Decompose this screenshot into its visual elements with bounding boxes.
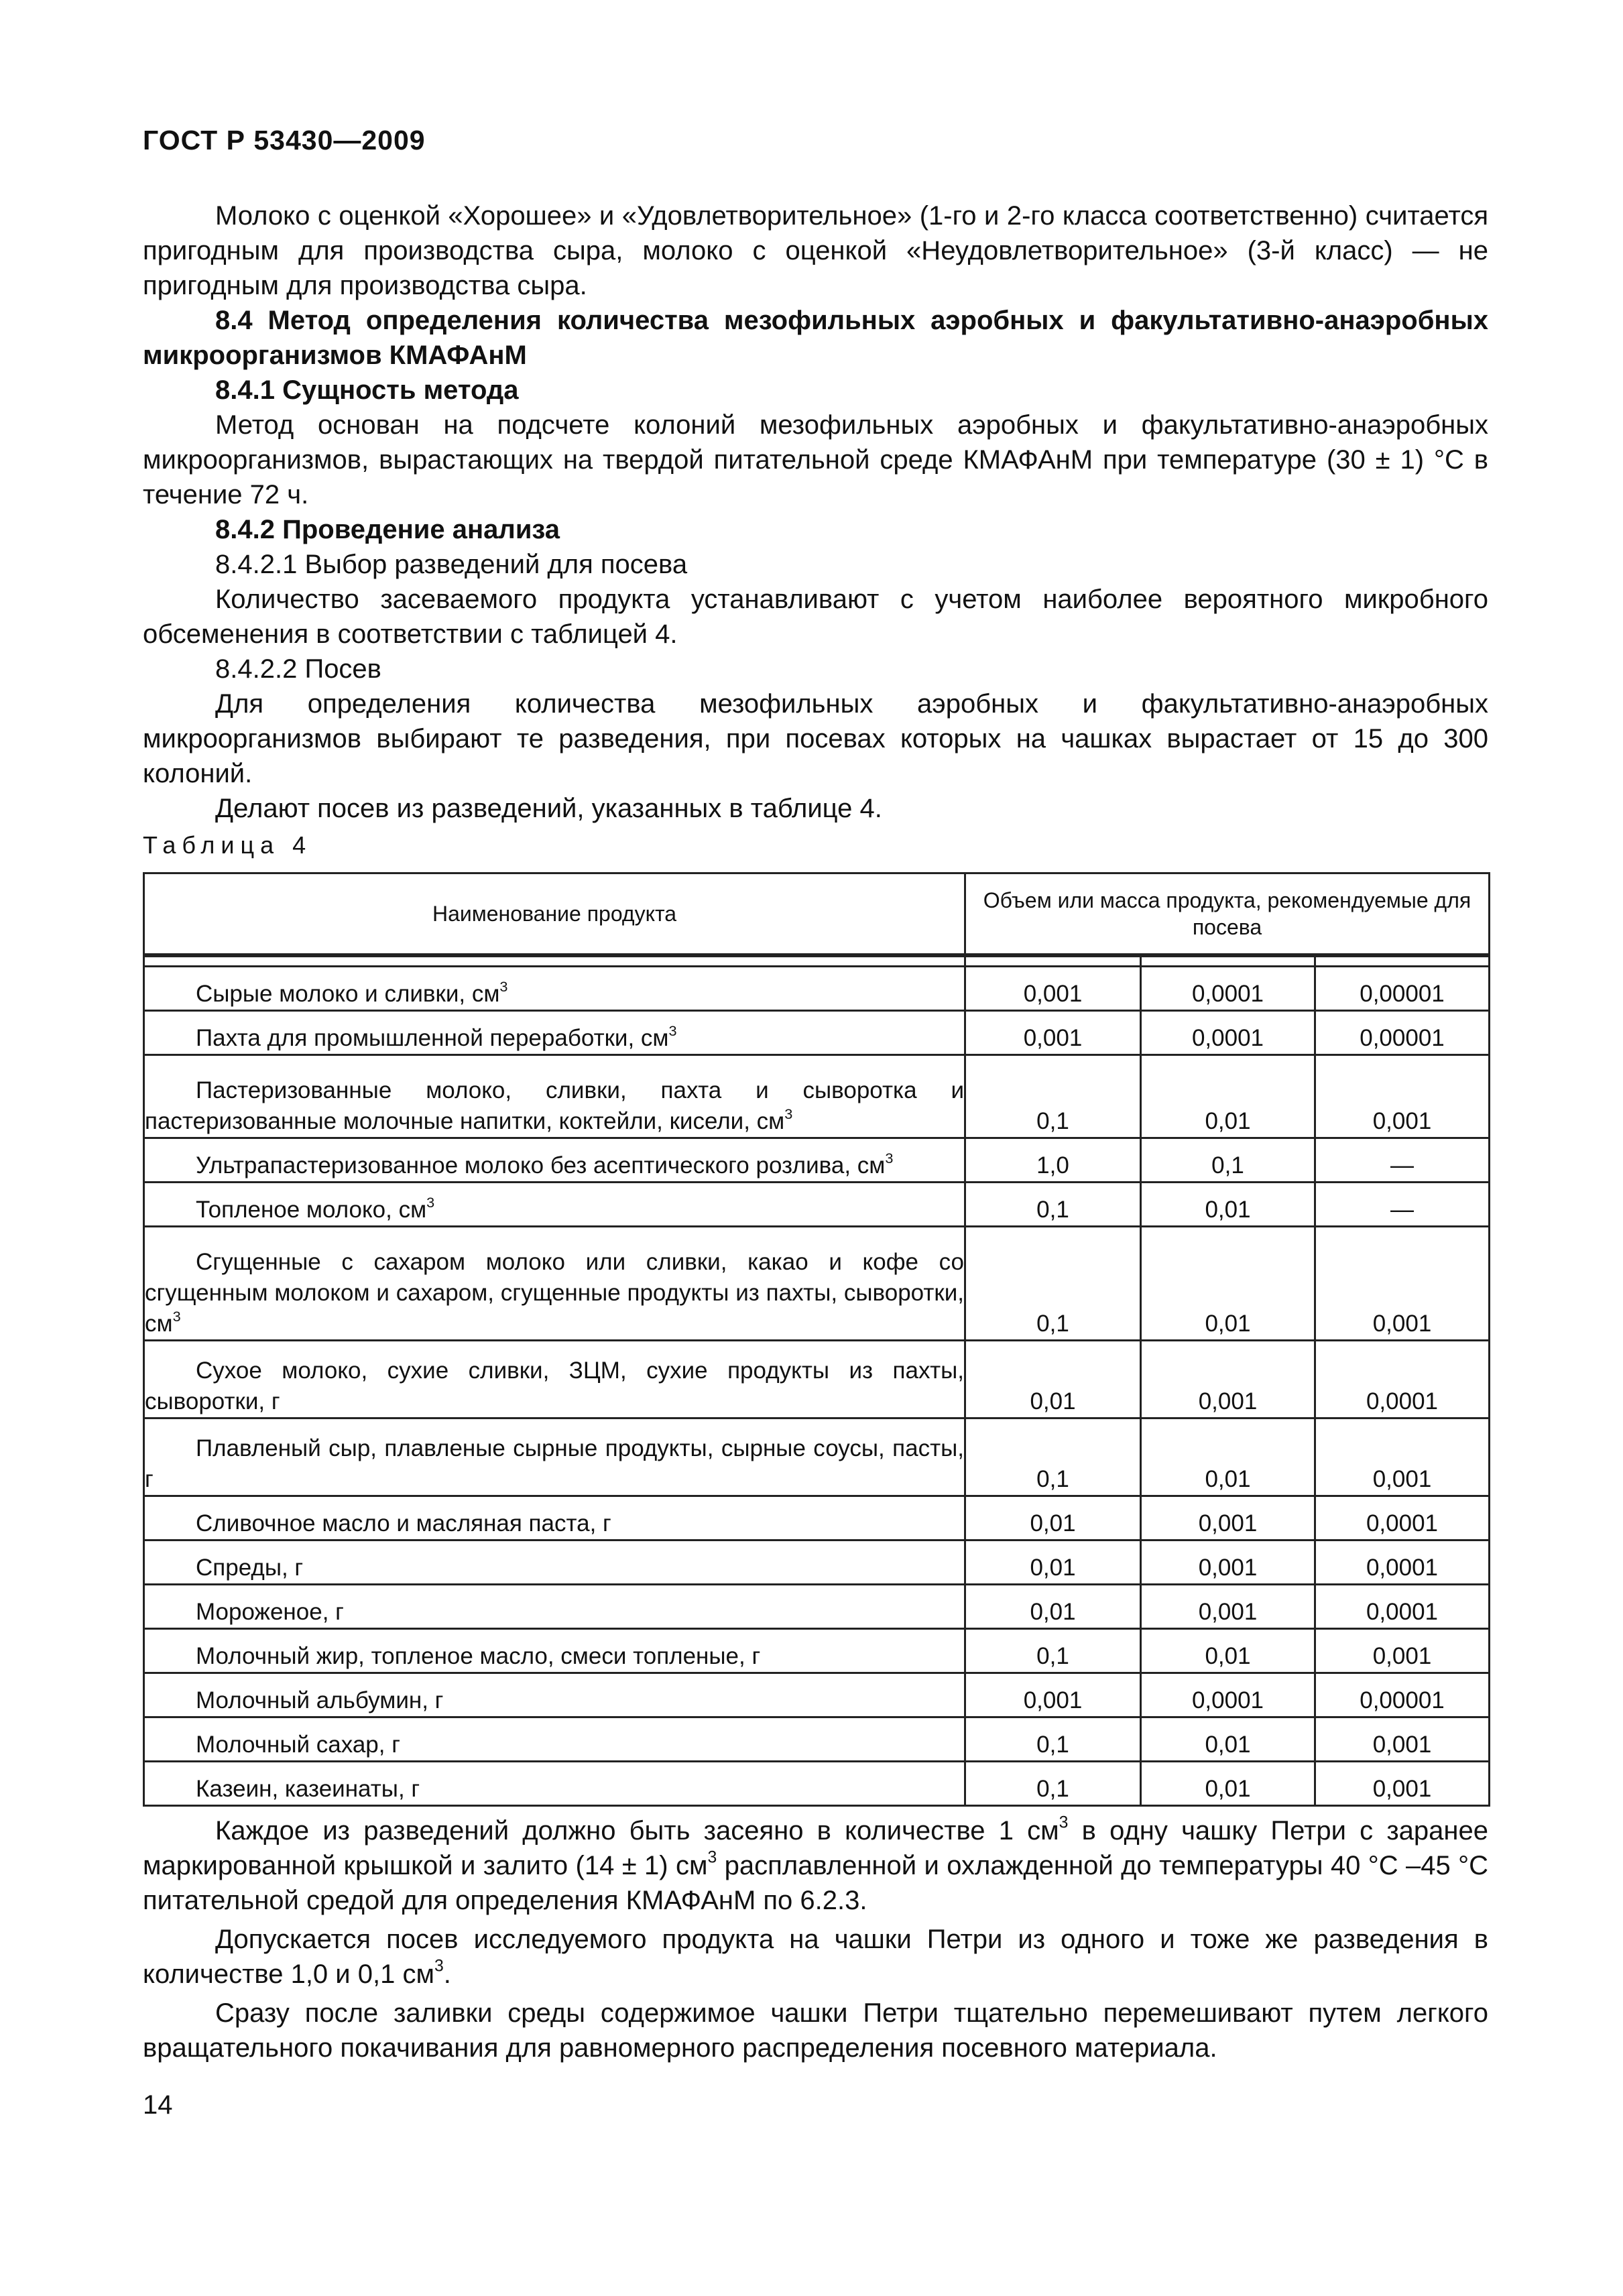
value-cell-v2: 0,01 [1141, 1717, 1315, 1762]
product-name-cell: Пахта для промышленной переработки, $см^3$ [144, 1011, 965, 1055]
table-row [144, 1540, 1490, 1585]
header-product-name: Наименование продукта [144, 873, 965, 956]
value-cell-v3: 0,00001 [1315, 967, 1490, 1011]
value-cell-v1: 0,001 [965, 1011, 1141, 1055]
document-header: ГОСТ Р 53430—2009 [143, 125, 426, 156]
table-row [144, 1011, 1490, 1055]
product-name-cell: Сухое молоко, сухие сливки, ЗЦМ, сухие продукты из пахты, сыворотки, г [144, 1341, 965, 1418]
product-name-cell: Топленое молоко, $см^3$ [144, 1183, 965, 1227]
value-cell-v1: 0,01 [965, 1540, 1141, 1585]
value-cell-v3: 0,00001 [1315, 1673, 1490, 1717]
value-cell-v2: 0,0001 [1141, 967, 1315, 1011]
value-cell-v3: 0,001 [1315, 1227, 1490, 1341]
value-cell-v3: — [1315, 1138, 1490, 1183]
section-heading-8-4-1: 8.4.1 Сущность метода [215, 375, 519, 405]
value-cell-v2: 0,01 [1141, 1055, 1315, 1138]
product-name-cell: Казеин, казеинаты, г [144, 1762, 965, 1806]
value-cell-v3: — [1315, 1183, 1490, 1227]
value-cell-v1: 0,01 [965, 1341, 1141, 1418]
value-cell-v3: 0,001 [1315, 1717, 1490, 1762]
table-caption: Таблица 4 [143, 831, 312, 859]
value-cell-v2: 0,001 [1141, 1341, 1315, 1418]
value-cell-v3: 0,0001 [1315, 1496, 1490, 1540]
table-row [144, 1227, 1490, 1341]
value-cell-v2: 0,01 [1141, 1183, 1315, 1227]
value-cell-v3: 0,001 [1315, 1418, 1490, 1496]
paragraph-method-essence: Метод основан на подсчете колоний мезофильных аэробных и факультативно-анаэробных микроорганизмов, вырастающих на твердой питательной среде КМАФАнМ при температуре (30 ± 1) °С в течение 72 ч. [143, 410, 1488, 509]
value-cell-v3: 0,001 [1315, 1762, 1490, 1806]
product-name-cell: Молочный жир, топленое масло, смеси топленые, г [144, 1629, 965, 1673]
paragraph-mixing: Сразу после заливки среды содержимое чашки Петри тщательно перемешивают путем легкого вращательного покачивания для равномерного распределения посевного материала. [143, 1998, 1488, 2063]
product-name-cell: Ультрапастеризованное молоко без асептического розлива, $см^3$ [144, 1138, 965, 1183]
value-cell-v3: 0,0001 [1315, 1341, 1490, 1418]
table-row [144, 1496, 1490, 1540]
value-cell-v3: 0,001 [1315, 1055, 1490, 1138]
value-cell-v1: 0,1 [965, 1183, 1141, 1227]
value-cell-v2: 0,0001 [1141, 1011, 1315, 1055]
product-name-cell: Молочный сахар, г [144, 1717, 965, 1762]
product-name-cell: Пастеризованные молоко, сливки, пахта и сыворотка и пастеризованные молочные напитки, коктейли, кисели, $см^3$ [144, 1055, 965, 1138]
body-text-after-table [143, 1813, 1488, 2069]
value-cell-v3: 0,00001 [1315, 1011, 1490, 1055]
value-cell-v1: 0,001 [965, 967, 1141, 1011]
product-name-cell: Мороженое, г [144, 1585, 965, 1629]
header-volume-mass: Объем или масса продукта, рекомендуемые для посева [965, 873, 1490, 956]
product-name-cell: Спреды, г [144, 1540, 965, 1585]
table-row [144, 1673, 1490, 1717]
product-name-cell: Сливочное масло и масляная паста, г [144, 1496, 965, 1540]
value-cell-v2: 0,01 [1141, 1227, 1315, 1341]
product-name-cell: Молочный альбумин, г [144, 1673, 965, 1717]
product-name-cell: Плавленый сыр, плавленые сырные продукты, сырные соусы, пасты, г [144, 1418, 965, 1496]
value-cell-v2: 0,1 [1141, 1138, 1315, 1183]
table-row [144, 1585, 1490, 1629]
value-cell-v1: 0,001 [965, 1673, 1141, 1717]
table-header-separator [144, 955, 1490, 967]
paragraph-allowed-seeding: Допускается посев исследуемого продукта на чашки Петри из одного и тоже же разведения в количестве 1,0 и 0,1 $см^3$. [143, 1925, 1488, 1989]
value-cell-v2: 0,01 [1141, 1418, 1315, 1496]
table-row [144, 1762, 1490, 1806]
value-cell-v3: 0,0001 [1315, 1540, 1490, 1585]
product-name-cell: Сгущенные с сахаром молоко или сливки, какао и кофе со сгущенным молоком и сахаром, сгущенные продукты из пахты, сыворотки, $см^3$ [144, 1227, 965, 1341]
product-name-cell: Сырые молоко и сливки, $см^3$ [144, 967, 965, 1011]
value-cell-v1: 1,0 [965, 1138, 1141, 1183]
value-cell-v2: 0,001 [1141, 1540, 1315, 1585]
table-row [144, 1418, 1490, 1496]
table-row [144, 1183, 1490, 1227]
value-cell-v2: 0,01 [1141, 1629, 1315, 1673]
value-cell-v3: 0,0001 [1315, 1585, 1490, 1629]
section-heading-8-4-2: 8.4.2 Проведение анализа [215, 515, 560, 544]
value-cell-v2: 0,0001 [1141, 1673, 1315, 1717]
value-cell-v1: 0,1 [965, 1055, 1141, 1138]
paragraph-inoculation: Каждое из разведений должно быть засеяно в количестве 1 $см^3$ в одну чашку Петри с заранее маркированной крышкой и залито (14 ± 1) $см^3$ расплавленной и охлажденной до температуры 40 °С –45 °С питательной средой для определения КМАФАнМ по 6.2.3. [143, 1813, 1489, 1915]
paragraph-sample-quantity: Количество засеваемого продукта устанавливают с учетом наиболее вероятного микробного обсеменения в соответствии с таблицей 4. [143, 585, 1488, 649]
paragraph-seeding: Делают посев из разведений, указанных в таблице 4. [215, 794, 882, 823]
value-cell-v2: 0,001 [1141, 1496, 1315, 1540]
paragraph-milk-grade: Молоко с оценкой «Хорошее» и «Удовлетворительное» (1-го и 2-го класса соответственно) считается пригодным для производства сыра, молоко с оценкой «Неудовлетворительное» (3-й класс) — не пригодным для производства сыра. [143, 201, 1488, 300]
value-cell-v2: 0,01 [1141, 1762, 1315, 1806]
value-cell-v2: 0,001 [1141, 1585, 1315, 1629]
paragraph-dilutions: Для определения количества мезофильных аэробных и факультативно-анаэробных микроорганизмов выбирают те разведения, при посевах которых на чашках вырастает от 15 до 300 колоний. [143, 689, 1488, 788]
value-cell-v1: 0,01 [965, 1585, 1141, 1629]
page-number: 14 [143, 2090, 173, 2120]
table-row [144, 1341, 1490, 1418]
value-cell-v1: 0,1 [965, 1717, 1141, 1762]
body-text [143, 198, 1488, 826]
value-cell-v1: 0,1 [965, 1227, 1141, 1341]
value-cell-v1: 0,1 [965, 1418, 1141, 1496]
section-heading-8-4: 8.4 Метод определения количества мезофильных аэробных и факультативно-анаэробных микроорганизмов КМАФАнМ [143, 306, 1488, 370]
table-row [144, 1055, 1490, 1138]
value-cell-v1: 0,1 [965, 1629, 1141, 1673]
table-row [144, 1629, 1490, 1673]
value-cell-v1: 0,1 [965, 1762, 1141, 1806]
value-cell-v1: 0,01 [965, 1496, 1141, 1540]
table-row [144, 1138, 1490, 1183]
subsection-8-4-2-1: 8.4.2.1 Выбор разведений для посева [215, 550, 688, 579]
subsection-8-4-2-2: 8.4.2.2 Посев [215, 654, 381, 684]
table-4 [143, 872, 1490, 1807]
table-row [144, 1717, 1490, 1762]
table-row [144, 967, 1490, 1011]
value-cell-v3: 0,001 [1315, 1629, 1490, 1673]
table-header-row [144, 873, 1490, 956]
